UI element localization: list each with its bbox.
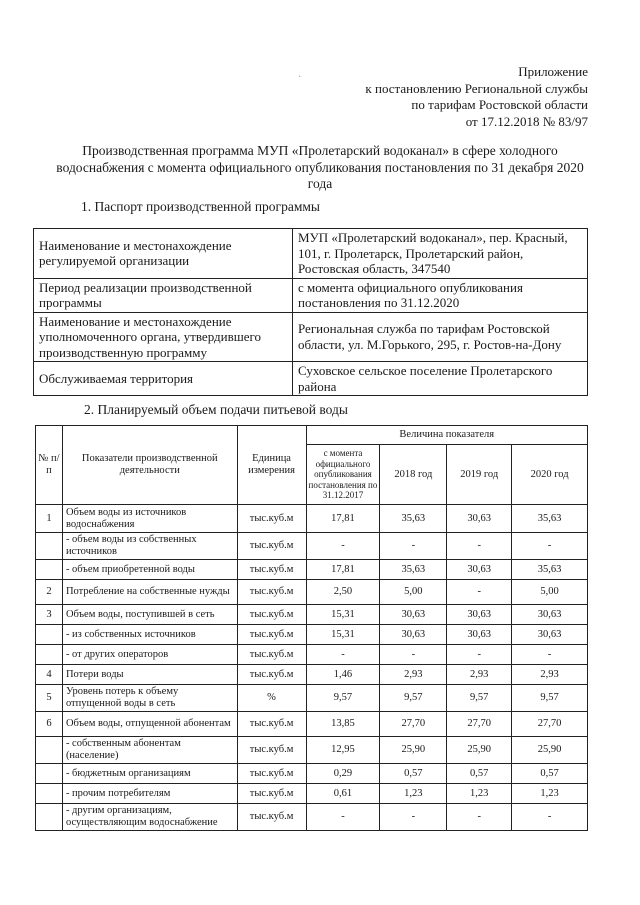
row-value: 15,31 — [306, 625, 380, 645]
row-value: 35,63 — [380, 505, 447, 533]
table-row — [36, 533, 588, 560]
row-value: 1,23 — [512, 784, 588, 804]
row-value: - — [306, 804, 380, 831]
row-indicator: Потребление на собственные нужды — [62, 580, 237, 605]
row-value: 30,63 — [447, 625, 512, 645]
row-indicator: - из собственных источников — [62, 625, 237, 645]
row-indicator: Потери воды — [62, 665, 237, 685]
row-indicator: Объем воды, отпущенной абонентам — [62, 712, 237, 737]
row-value: 1,23 — [380, 784, 447, 804]
row-number — [36, 533, 63, 560]
row-value: 13,85 — [306, 712, 380, 737]
row-indicator: - объем приобретенной воды — [62, 560, 237, 580]
row-unit: % — [237, 685, 306, 712]
row-value: 35,63 — [380, 560, 447, 580]
row-value: 35,63 — [512, 560, 588, 580]
row-value: 25,90 — [380, 737, 447, 764]
title-line: водоснабжения с момента официального опубликования постановления по 31 декабря 2020 — [56, 159, 584, 175]
col-header-period: 2020 год — [512, 445, 588, 505]
passport-row — [34, 278, 588, 312]
row-unit: тыс.куб.м — [237, 665, 306, 685]
row-unit: тыс.куб.м — [237, 533, 306, 560]
row-value: 25,90 — [512, 737, 588, 764]
row-number — [36, 645, 63, 665]
row-value: - — [380, 804, 447, 831]
passport-value: Региональная служба по тарифам Ростовской области, ул. М.Горького, 295, г. Ростов-на-Дону — [293, 312, 588, 362]
row-unit: тыс.куб.м — [237, 784, 306, 804]
table-row — [36, 737, 588, 764]
row-value: 30,63 — [380, 625, 447, 645]
row-value: 27,70 — [447, 712, 512, 737]
row-number — [36, 764, 63, 784]
row-indicator: - собственным абонентам (население) — [62, 737, 237, 764]
row-value: 30,63 — [512, 605, 588, 625]
table-row — [36, 784, 588, 804]
row-unit: тыс.куб.м — [237, 580, 306, 605]
passport-value: Суховское сельское поселение Пролетарского района — [293, 362, 588, 396]
title-line: года — [307, 176, 333, 191]
col-header-period: 2019 год — [447, 445, 512, 505]
passport-label: Обслуживаемая территория — [34, 362, 293, 396]
row-value: 30,63 — [447, 505, 512, 533]
table-row — [36, 605, 588, 625]
row-value: 0,29 — [306, 764, 380, 784]
row-number — [36, 625, 63, 645]
row-value: 30,63 — [512, 625, 588, 645]
row-value: - — [447, 804, 512, 831]
col-header-period: 2018 год — [380, 445, 447, 505]
table-row — [36, 764, 588, 784]
row-value: 2,93 — [380, 665, 447, 685]
row-value: 15,31 — [306, 605, 380, 625]
scan-mark: · — [298, 72, 302, 83]
row-unit: тыс.куб.м — [237, 505, 306, 533]
passport-value: с момента официального опубликования постановления по 31.12.2020 — [293, 278, 588, 312]
appendix-line: к постановлению Региональной службы — [365, 80, 588, 96]
row-indicator: Объем воды из источников водоснабжения — [62, 505, 237, 533]
section-heading-volume: 2. Планируемый объем подачи питьевой воды — [84, 402, 348, 417]
row-number: 2 — [36, 580, 63, 605]
row-indicator: - объем воды из собственных источников — [62, 533, 237, 560]
water-volume-table — [35, 425, 588, 831]
passport-row — [34, 362, 588, 396]
row-value: - — [380, 533, 447, 560]
row-indicator: - прочим потребителям — [62, 784, 237, 804]
row-value: 1,46 — [306, 665, 380, 685]
row-number — [36, 784, 63, 804]
row-value: 9,57 — [306, 685, 380, 712]
row-value: 5,00 — [512, 580, 588, 605]
row-value: 9,57 — [447, 685, 512, 712]
row-value: - — [306, 645, 380, 665]
row-value: 2,93 — [447, 665, 512, 685]
row-indicator: Объем воды, поступившей в сеть — [62, 605, 237, 625]
row-value: 2,50 — [306, 580, 380, 605]
row-number: 6 — [36, 712, 63, 737]
table-row — [36, 712, 588, 737]
row-value: - — [306, 533, 380, 560]
row-unit: тыс.куб.м — [237, 645, 306, 665]
row-value: - — [512, 804, 588, 831]
header-row — [36, 426, 588, 445]
row-value: - — [447, 580, 512, 605]
row-value: 30,63 — [447, 605, 512, 625]
col-header-value-group: Величина показателя — [306, 426, 588, 445]
table-row — [36, 560, 588, 580]
table-row — [36, 580, 588, 605]
row-number: 3 — [36, 605, 63, 625]
row-value: 9,57 — [512, 685, 588, 712]
passport-row — [34, 312, 588, 362]
row-number — [36, 804, 63, 831]
row-value: - — [447, 645, 512, 665]
passport-table — [33, 228, 588, 396]
row-unit: тыс.куб.м — [237, 712, 306, 737]
title-line: Производственная программа МУП «Пролетарский водоканал» в сфере холодного — [82, 143, 558, 158]
appendix-line: по тарифам Ростовской области — [411, 97, 588, 112]
col-header-period: с момента официального опубликования постановления по 31.12.2017 — [306, 445, 380, 505]
row-value: 25,90 — [447, 737, 512, 764]
table-row — [36, 625, 588, 645]
row-unit: тыс.куб.м — [237, 625, 306, 645]
section-heading-passport: 1. Паспорт производственной программы — [81, 199, 320, 214]
appendix-block — [365, 64, 588, 130]
row-value: - — [447, 533, 512, 560]
row-value: - — [512, 533, 588, 560]
row-unit: тыс.куб.м — [237, 560, 306, 580]
table-row — [36, 665, 588, 685]
row-value: - — [380, 645, 447, 665]
row-value: 17,81 — [306, 505, 380, 533]
passport-label: Наименование и местонахождение регулируемой организации — [34, 229, 293, 279]
row-value: 2,93 — [512, 665, 588, 685]
col-header-unit: Единица измерения — [237, 426, 306, 505]
row-value: 30,63 — [447, 560, 512, 580]
row-value: 27,70 — [380, 712, 447, 737]
row-value: 1,23 — [447, 784, 512, 804]
table-row — [36, 804, 588, 831]
row-number: 1 — [36, 505, 63, 533]
appendix-line: Приложение — [518, 64, 588, 79]
row-unit: тыс.куб.м — [237, 804, 306, 831]
row-value: 0,57 — [512, 764, 588, 784]
passport-value: МУП «Пролетарский водоканал», пер. Красный, 101, г. Пролетарск, Пролетарский район, Ростовская область, 347540 — [293, 229, 588, 279]
table-row — [36, 505, 588, 533]
row-indicator: - другим организациям, осуществляющим водоснабжение — [62, 804, 237, 831]
row-unit: тыс.куб.м — [237, 737, 306, 764]
table-row — [36, 685, 588, 712]
row-value: 5,00 — [380, 580, 447, 605]
col-header-num: № п/п — [36, 426, 63, 505]
row-value: 12,95 — [306, 737, 380, 764]
row-number — [36, 737, 63, 764]
row-unit: тыс.куб.м — [237, 605, 306, 625]
document-title — [40, 143, 600, 193]
appendix-line: от 17.12.2018 № 83/97 — [465, 113, 588, 129]
row-value: 17,81 — [306, 560, 380, 580]
row-number — [36, 560, 63, 580]
row-value: 9,57 — [380, 685, 447, 712]
row-value: 0,61 — [306, 784, 380, 804]
col-header-indicator: Показатели производственной деятельности — [62, 426, 237, 505]
row-value: 0,57 — [447, 764, 512, 784]
passport-label: Период реализации производственной программы — [34, 278, 293, 312]
row-value: 30,63 — [380, 605, 447, 625]
row-number: 4 — [36, 665, 63, 685]
passport-label: Наименование и местонахождение уполномоченного органа, утвердившего производственную программу — [34, 312, 293, 362]
row-indicator: Уровень потерь к объему отпущенной воды в сеть — [62, 685, 237, 712]
row-value: - — [512, 645, 588, 665]
row-indicator: - бюджетным организациям — [62, 764, 237, 784]
row-indicator: - от других операторов — [62, 645, 237, 665]
row-value: 27,70 — [512, 712, 588, 737]
row-unit: тыс.куб.м — [237, 764, 306, 784]
row-value: 0,57 — [380, 764, 447, 784]
row-number: 5 — [36, 685, 63, 712]
passport-row — [34, 229, 588, 279]
row-value: 35,63 — [512, 505, 588, 533]
table-row — [36, 645, 588, 665]
